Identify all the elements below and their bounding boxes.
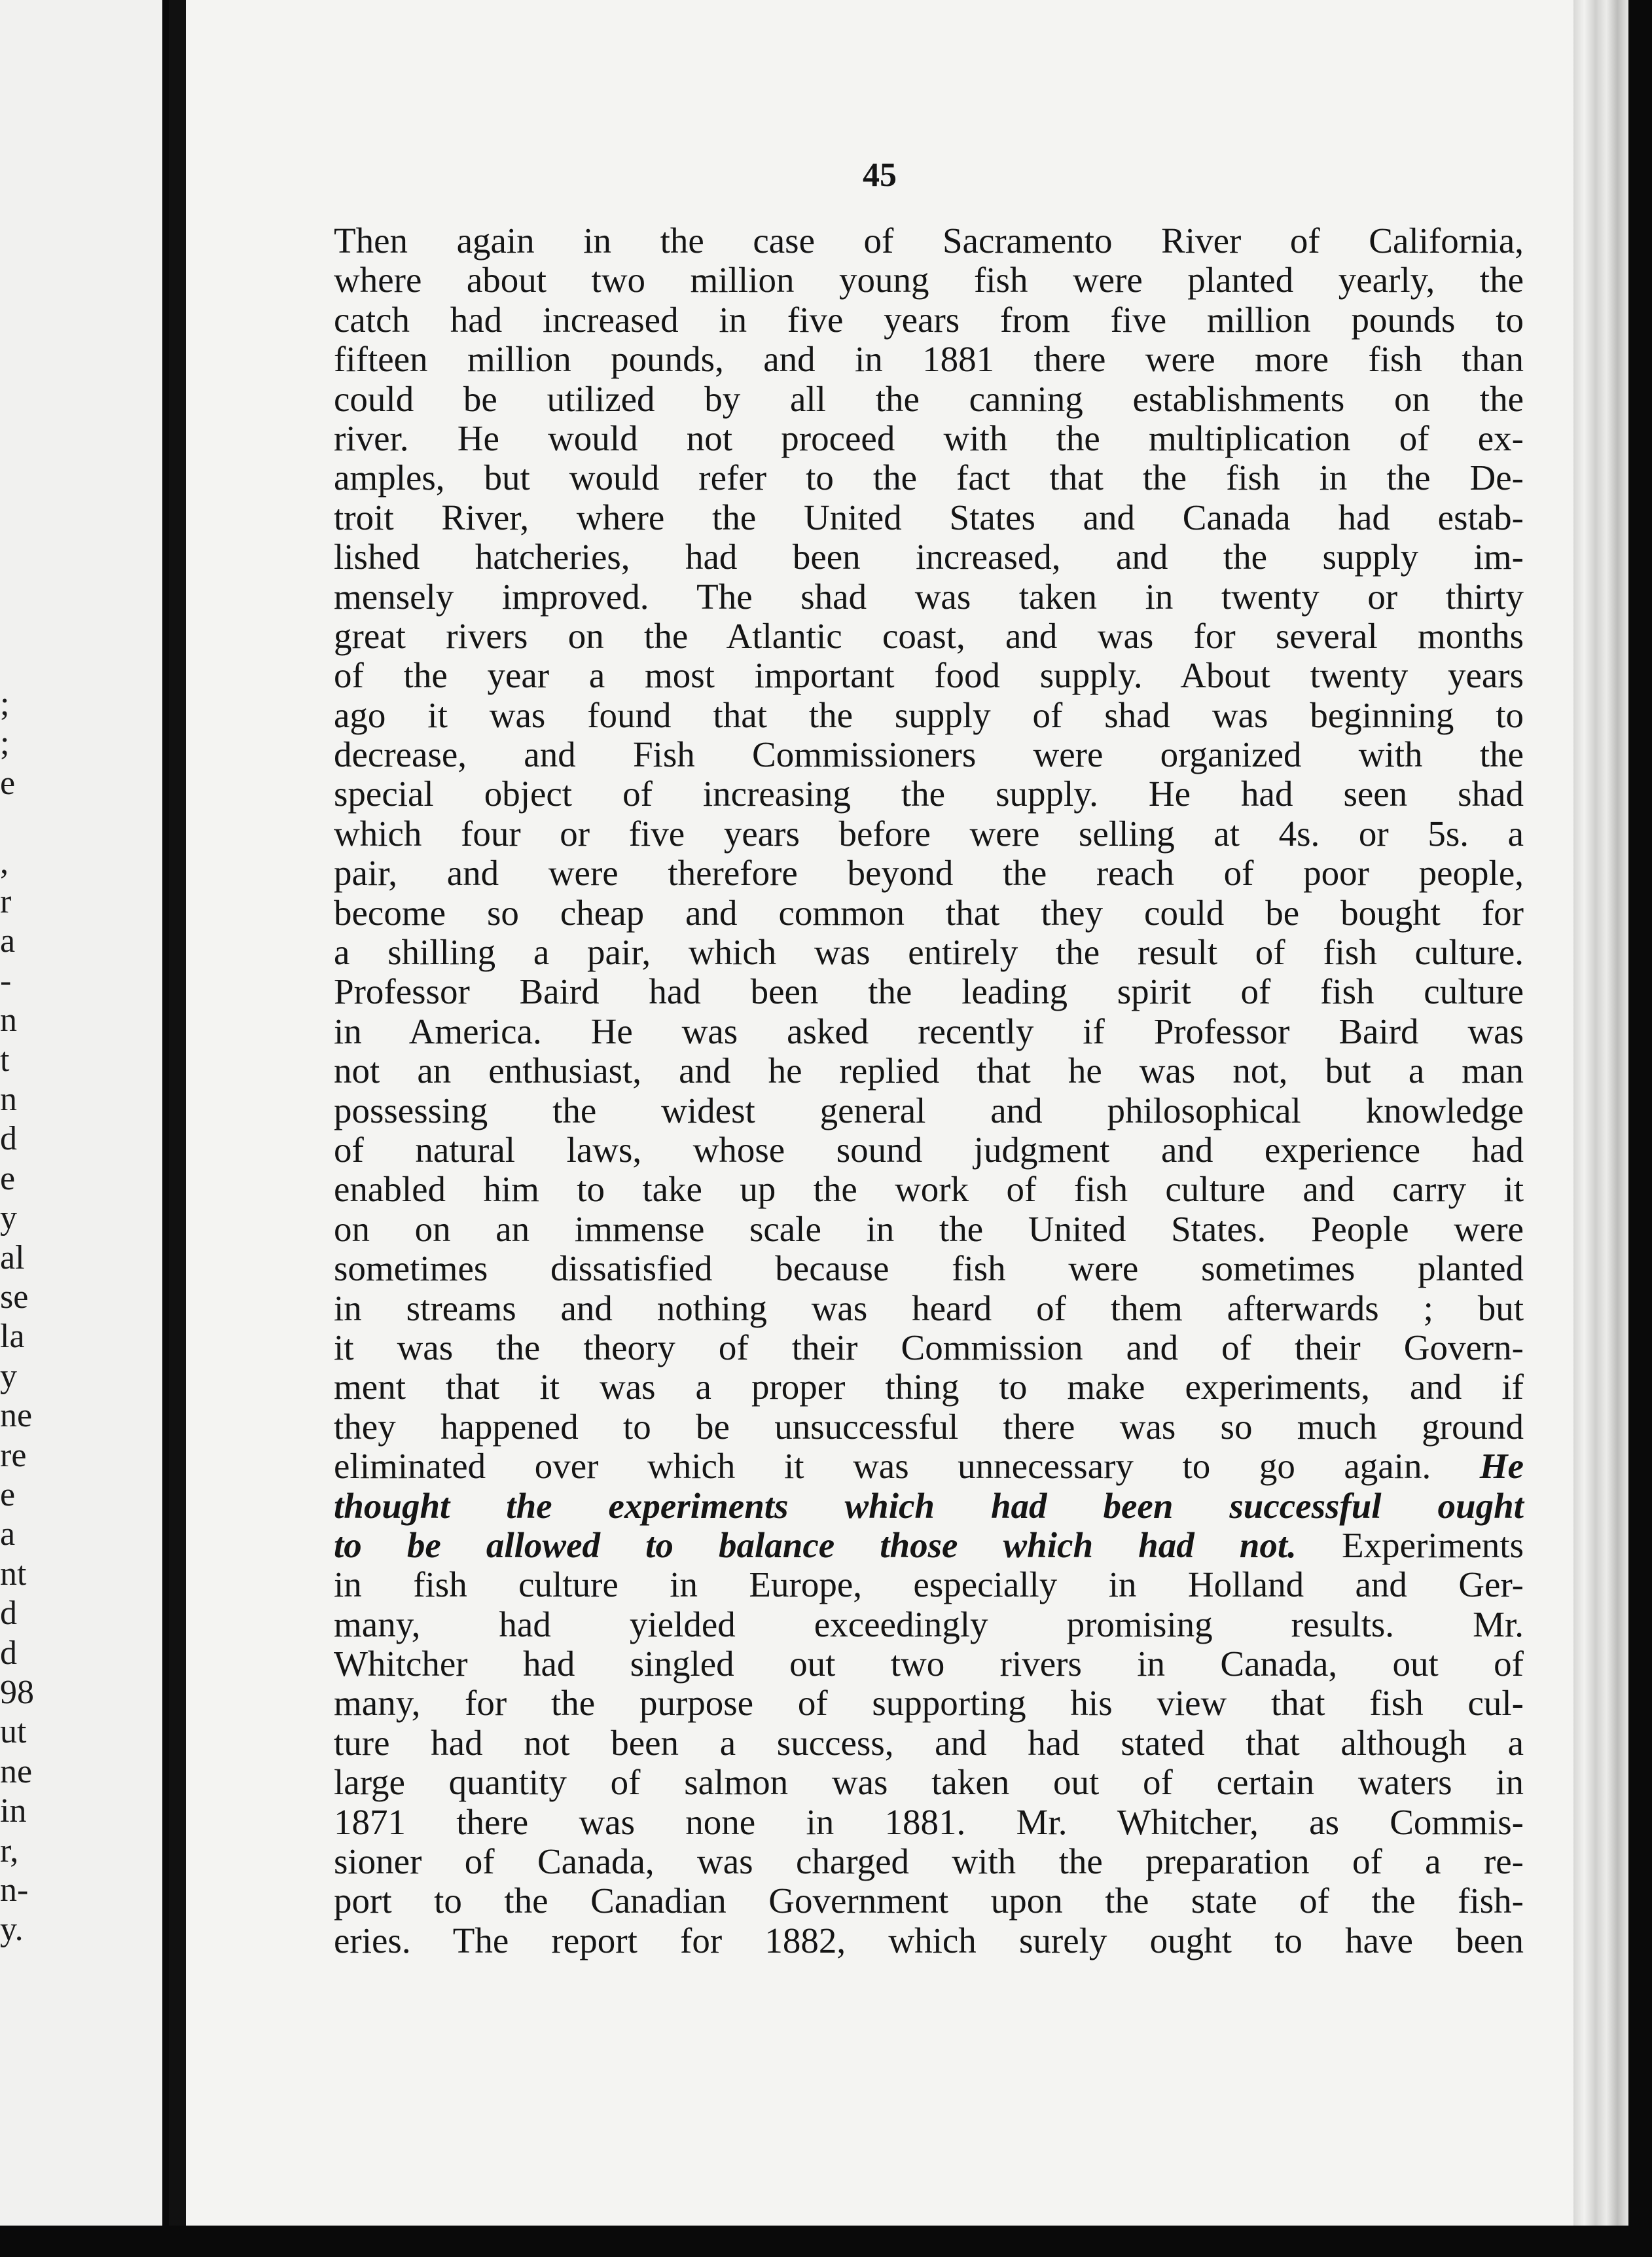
text-line	[334, 735, 1524, 774]
text-line	[334, 1644, 1524, 1684]
text-run: ago it was found that the supply of shad was beginning to	[334, 695, 1524, 735]
text-run: a shilling a pair, which was entirely the result of fish culture.	[334, 932, 1524, 973]
text-line	[334, 1130, 1524, 1170]
text-run: of the year a most important food supply. About twenty years	[334, 655, 1524, 696]
text-run: special object of increasing the supply. He had seen shad	[334, 774, 1524, 814]
text-line	[334, 1170, 1524, 1209]
text-run: lished hatcheries, had been increased, and the supply im-	[334, 537, 1524, 577]
text-line	[334, 1447, 1524, 1486]
text-run: it was the theory of their Commission and of their Govern-	[334, 1327, 1524, 1367]
text-line	[334, 1803, 1524, 1842]
text-run: they happened to be unsuccessful there was so much ground	[334, 1406, 1524, 1447]
text-line	[334, 1289, 1524, 1328]
previous-page-line-ending: d	[0, 1634, 17, 1672]
previous-page-line-ending: r	[0, 883, 12, 920]
text-line	[334, 340, 1524, 379]
previous-page-line-ending: a	[0, 1515, 16, 1553]
text-run: great rivers on the Atlantic coast, and was for several months	[334, 615, 1524, 656]
text-run: fifteen million pounds, and in 1881 there were more fish than	[334, 339, 1524, 380]
text-run: ment that it was a proper thing to make experiments, and if	[334, 1367, 1524, 1407]
text-line	[334, 1605, 1524, 1644]
text-run: enabled him to take up the work of fish culture and carry it	[334, 1169, 1524, 1210]
text-line	[334, 1763, 1524, 1802]
text-run: amples, but would refer to the fact that the fish in the De-	[334, 458, 1524, 498]
text-run: decrease, and Fish Commissioners were organized with the	[334, 734, 1524, 775]
text-run: where about two million young fish were planted yearly, the	[334, 260, 1524, 300]
previous-page-line-ending: y	[0, 1199, 17, 1237]
text-line	[334, 696, 1524, 735]
previous-page-line-ending: al	[0, 1238, 25, 1276]
text-line	[334, 1328, 1524, 1367]
text-run: in streams and nothing was heard of them afterwards ; but	[334, 1288, 1524, 1328]
text-run: mensely improved. The shad was taken in twenty or thirty	[334, 576, 1524, 617]
previous-page-line-ending: n-	[0, 1871, 29, 1909]
text-run: of natural laws, whose sound judgment and experience had	[334, 1129, 1524, 1170]
page-stack-edge	[1573, 0, 1628, 2257]
previous-page-line-ending: e	[0, 1476, 16, 1513]
previous-page-line-ending: ne	[0, 1397, 33, 1435]
text-run: troit River, where the United States and Canada had estab-	[334, 497, 1524, 537]
text-run: ture had not been a success, and had stated that although a	[334, 1722, 1524, 1763]
previous-page-line-ending: ;	[0, 725, 10, 763]
text-line	[334, 261, 1524, 300]
text-line	[334, 774, 1524, 814]
previous-page-line-ending: re	[0, 1436, 27, 1474]
text-line	[334, 458, 1524, 497]
body-text	[334, 221, 1524, 1960]
text-run: port to the Canadian Government upon the state of the fish-	[334, 1881, 1524, 1921]
text-line	[334, 1487, 1524, 1526]
text-run: pair, and were therefore beyond the reach of poor people,	[334, 853, 1524, 894]
previous-page-line-ending: ,	[0, 843, 9, 881]
text-line	[334, 1012, 1524, 1051]
text-line	[334, 1407, 1524, 1447]
text-line	[334, 617, 1524, 656]
text-line	[334, 1210, 1524, 1249]
text-run: sometimes dissatisfied because fish were sometimes planted	[334, 1248, 1524, 1289]
previous-page-line-ending: y.	[0, 1911, 24, 1949]
text-run: could be utilized by all the canning establishments on the	[334, 378, 1524, 419]
previous-page-line-ending: d	[0, 1120, 17, 1158]
previous-page-line-ending: a	[0, 922, 16, 960]
gutter-shadow	[169, 0, 186, 2257]
text-line	[334, 854, 1524, 893]
text-run: sioner of Canada, was charged with the preparation of a re-	[334, 1841, 1524, 1882]
previous-page-line-ending: d	[0, 1595, 17, 1633]
text-run: eliminated over which it was unnecessary to go again.	[334, 1446, 1480, 1487]
text-line	[334, 656, 1524, 695]
text-line	[334, 300, 1524, 340]
previous-page-fragment	[0, 0, 162, 2257]
text-run: on on an immense scale in the United States. People were	[334, 1208, 1524, 1249]
previous-page-line-ending: t	[0, 1041, 10, 1079]
text-run: which four or five years before were selling at 4s. or 5s. a	[334, 813, 1524, 854]
text-line	[334, 419, 1524, 458]
text-run: eries. The report for 1882, which surely ought to have been	[334, 1920, 1524, 1960]
previous-page-line-ending: se	[0, 1278, 29, 1316]
previous-page-line-ending: n	[0, 1002, 17, 1039]
text-run: many, for the purpose of supporting his view that fish cul-	[334, 1683, 1524, 1724]
text-line	[334, 1842, 1524, 1881]
text-run: catch had increased in five years from five million pounds to	[334, 299, 1524, 340]
text-line	[334, 1921, 1524, 1960]
italic-text-run: to be allowed to balance those which had not.	[334, 1525, 1297, 1565]
text-run: large quantity of salmon was taken out of certain waters in	[334, 1762, 1524, 1803]
text-line	[334, 221, 1524, 261]
text-line	[334, 1684, 1524, 1723]
text-run: many, had yielded exceedingly promising results. Mr.	[334, 1604, 1524, 1644]
scan-border	[0, 2226, 1652, 2257]
text-run: become so cheap and common that they could be bought for	[334, 892, 1524, 933]
text-line	[334, 1526, 1524, 1565]
text-run: possessing the widest general and philosophical knowledge	[334, 1090, 1524, 1130]
previous-page-line-ending: 98	[0, 1674, 34, 1711]
previous-page-line-ending: la	[0, 1318, 25, 1356]
text-line	[334, 1367, 1524, 1407]
text-line	[334, 1881, 1524, 1921]
book-page	[186, 0, 1573, 2226]
text-line	[334, 537, 1524, 577]
text-line	[334, 1565, 1524, 1604]
page-number: 45	[863, 156, 897, 194]
previous-page-line-ending: e	[0, 764, 16, 802]
previous-page-line-ending: nt	[0, 1555, 27, 1593]
text-line	[334, 1051, 1524, 1091]
previous-page-line-ending: in	[0, 1792, 27, 1830]
text-line	[334, 577, 1524, 617]
text-line	[334, 380, 1524, 419]
text-run: Then again in the case of Sacramento River of California,	[334, 221, 1524, 261]
text-run: Whitcher had singled out two rivers in Canada, out of	[334, 1644, 1524, 1684]
previous-page-line-ending: ut	[0, 1713, 27, 1751]
text-line	[334, 814, 1524, 854]
text-line	[334, 894, 1524, 933]
text-run: in fish culture in Europe, especially in Holland and Ger-	[334, 1564, 1524, 1605]
text-run: Experiments	[1296, 1525, 1524, 1565]
italic-text-run: He	[1479, 1446, 1524, 1487]
text-line	[334, 498, 1524, 537]
previous-page-line-ending: y	[0, 1357, 17, 1395]
text-line	[334, 1249, 1524, 1288]
text-line	[334, 1724, 1524, 1763]
text-line	[334, 1091, 1524, 1130]
text-run: in America. He was asked recently if Professor Baird was	[334, 1011, 1524, 1051]
text-run: Professor Baird had been the leading spirit of fish culture	[334, 971, 1524, 1012]
previous-page-line-ending: n	[0, 1081, 17, 1118]
text-run: river. He would not proceed with the multiplication of ex-	[334, 418, 1524, 458]
text-line	[334, 933, 1524, 972]
text-run: not an enthusiast, and he replied that he was not, but a man	[334, 1051, 1524, 1091]
italic-text-run: thought the experiments which had been successful ought	[334, 1485, 1524, 1526]
previous-page-line-ending: ;	[0, 685, 10, 723]
previous-page-line-ending: r,	[0, 1832, 19, 1869]
previous-page-line-ending: e	[0, 1159, 16, 1197]
text-line	[334, 972, 1524, 1011]
previous-page-line-ending: ne	[0, 1752, 33, 1790]
previous-page-line-ending: -	[0, 962, 12, 1000]
text-run: 1871 there was none in 1881. Mr. Whitcher, as Commis-	[334, 1801, 1524, 1842]
